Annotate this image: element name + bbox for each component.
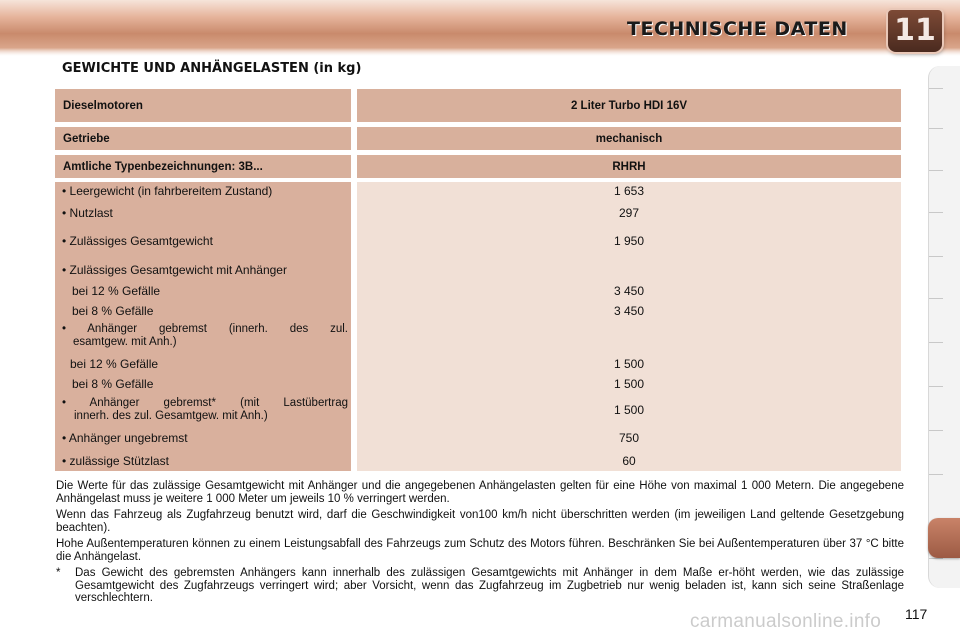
braked-trailer-label-cont: esamtgew. mit Anh.) [73,336,177,348]
gearbox-label: Getriebe [55,127,351,150]
table-row-value: 3 450 [613,284,645,298]
tab-divider [929,558,943,559]
tab-divider [929,128,943,129]
tab-divider [929,212,943,213]
tab-divider [929,386,943,387]
table-row-label: bei 12 % Gefälle [72,284,161,298]
footnote-marker: * [56,567,61,579]
type-code-value: RHRH [357,155,901,178]
watermark: carmanualsonline.info [690,611,882,632]
value-column [357,182,901,471]
tab-divider [929,474,943,475]
chapter-tab-active[interactable] [928,518,960,558]
table-row-label: bei 8 % Gefälle [72,377,154,391]
page-number: 117 [905,606,928,622]
table-header-row [55,127,901,150]
table-row-value: 1 500 [613,357,645,371]
table-row-value: 750 [618,431,640,445]
footnote-text: Das Gewicht des gebremsten Anhängers kann innerhalb des zulässigen Gesamtgewichts mit Anhänger in dem Maße er-höht werden, wie das zulässige Gesamtgewicht des Zugfahrzeugs verringert wird; aber Vorsicht, wenn das Zugfahrzeug im Zugbetrieb nur wenig beladen ist, kann sich seine Straßenlage verschlechtern. [75,567,904,604]
table-row-label: • Zulässiges Gesamtgewicht mit Anhänger [62,263,287,277]
tab-divider [929,88,943,89]
table-row-label: • Leergewicht (in fahrbereitem Zustand) [62,184,273,198]
engine-label: Dieselmotoren [55,89,351,122]
table-row-label [62,323,349,349]
section-heading: GEWICHTE UND ANHÄNGELASTEN (in kg) [62,61,362,76]
table-row-label: bei 8 % Gefälle [72,304,154,318]
table-row-label: • Zulässiges Gesamtgewicht [62,234,213,248]
chapter-tab-rail [928,66,960,588]
table-header-row [55,155,901,178]
tab-divider [929,430,943,431]
table-row-label: bei 12 % Gefälle [70,357,159,371]
note-speed-limit: Wenn das Fahrzeug als Zugfahrzeug benutzt wird, darf die Geschwindigkeit von100 km/h nicht überschritten werden (im jeweiligen Land geltende Gesetzgebung beachten). [56,509,904,534]
table-row-value: 1 653 [613,184,645,198]
notes-section [56,480,904,605]
note-temperature: Hohe Außentemperaturen können zu einem Leistungsabfall des Fahrzeugs zum Schutz des Motors führen. Beschränken Sie bei Außentemperaturen über 37 °C bitte die Anhängelast. [56,538,904,563]
tab-divider [929,298,943,299]
load-transfer-label-cont: innerh. des zul. Gesamtgew. mit Anh.) [74,410,268,422]
tab-divider [929,256,943,257]
chapter-number: 11 [894,13,936,48]
tab-divider [929,170,943,171]
table-row-value: 1 950 [613,234,645,248]
braked-trailer-label: • Anhänger gebremst (innerh. des zul. [62,323,348,335]
engine-value: 2 Liter Turbo HDI 16V [357,89,901,122]
table-row-label [62,397,349,423]
tab-divider [929,342,943,343]
table-row-value: 297 [618,206,640,220]
table-row-label: • zulässige Stützlast [62,454,169,468]
load-transfer-label: • Anhänger gebremst* (mit Lastübertrag [62,397,348,409]
table-row-value: 3 450 [613,304,645,318]
table-header-row [55,89,901,122]
footnote [56,567,904,605]
table-row-value: 60 [622,454,636,468]
table-row-label: • Nutzlast [62,206,113,220]
gearbox-value: mechanisch [357,127,901,150]
table-row-value: 1 500 [613,377,645,391]
table-row-value: 1 500 [613,403,645,417]
chapter-title: TECHNISCHE DATEN [627,18,848,40]
table-row-label: • Anhänger ungebremst [62,431,188,445]
type-code-label: Amtliche Typenbezeichnungen: 3B... [55,155,351,178]
chapter-badge [888,10,942,52]
note-altitude: Die Werte für das zulässige Gesamtgewicht mit Anhänger und die angegebenen Anhängelasten gelten für eine Höhe von maximal 1 000 Metern. Die angegebene Anhängelast muss je weitere 1 000 Meter um jeweils 10 % verringert werden. [56,480,904,505]
